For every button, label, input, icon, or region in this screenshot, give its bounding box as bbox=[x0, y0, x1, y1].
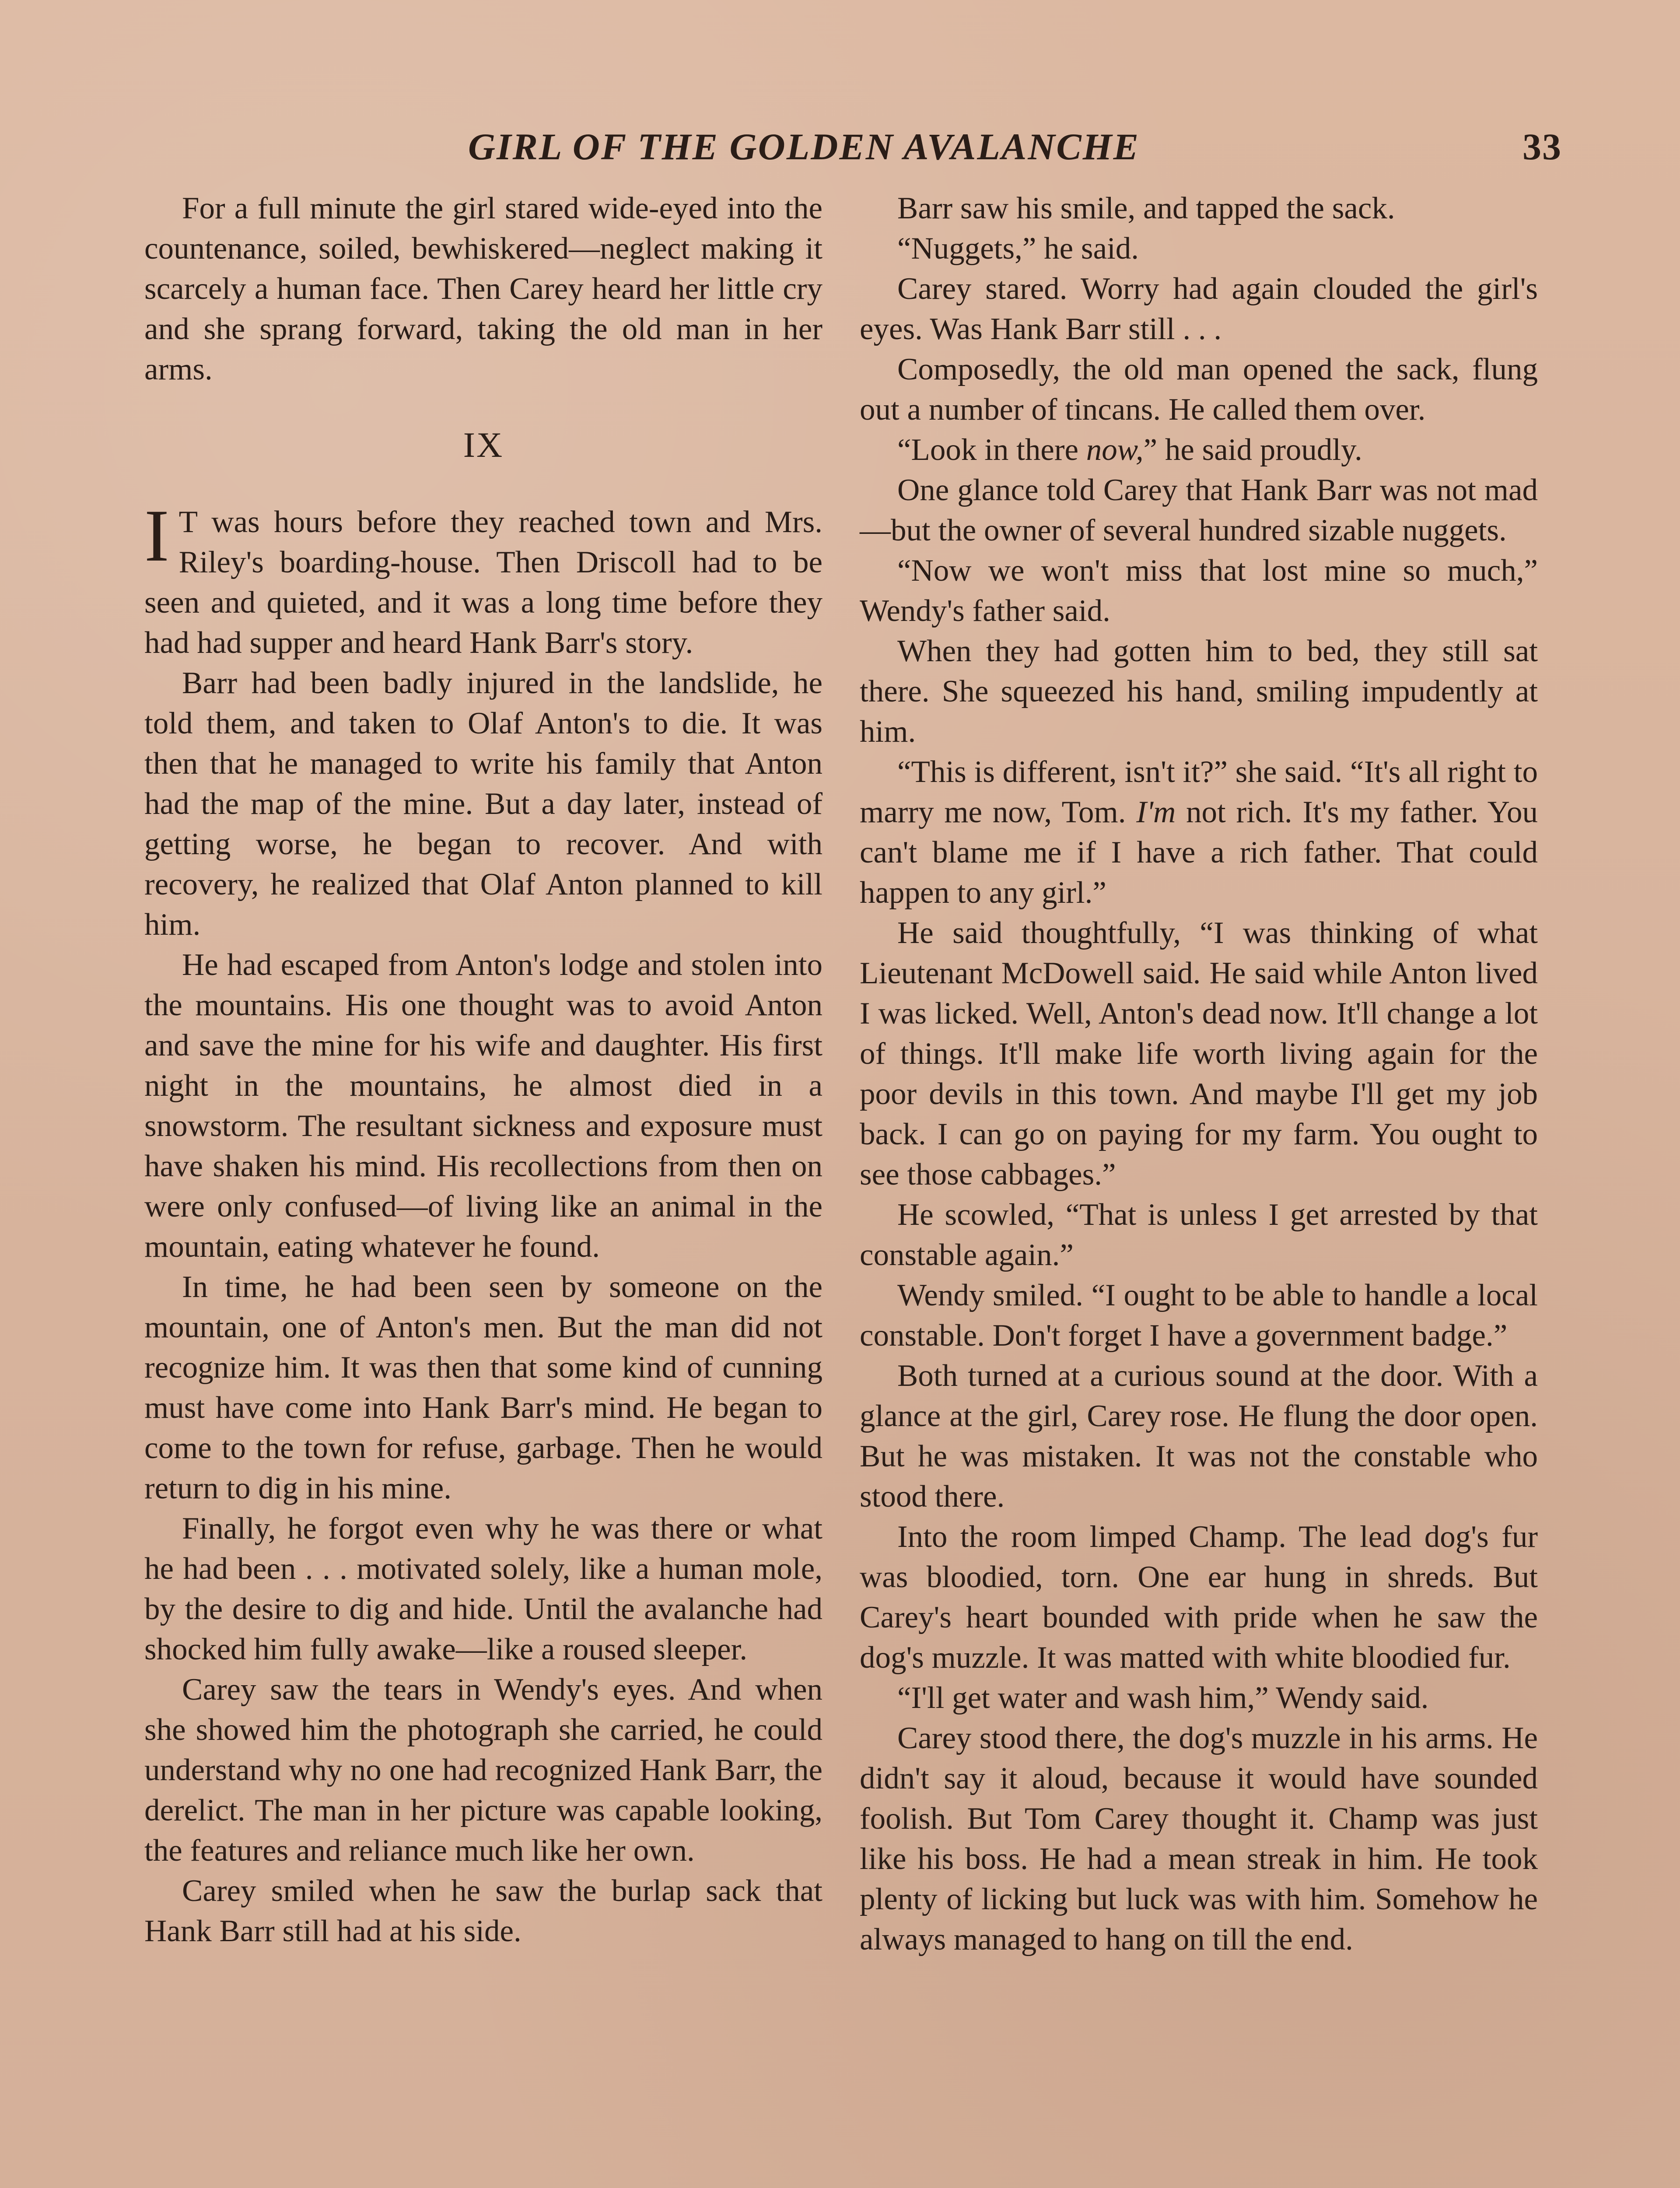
right-paragraph-11: He scowled, “That is unless I get arrested by that constable again.” bbox=[860, 1198, 1538, 1272]
right-paragraph-3: Carey stared. Worry had again clouded the girl's eyes. Was Hank Barr still . . . bbox=[860, 272, 1538, 346]
right-paragraph-5-part-2: ” he said proudly. bbox=[1143, 433, 1362, 467]
right-paragraph-6: One glance told Carey that Hank Barr was not mad—but the owner of several hundred sizable nuggets. bbox=[860, 473, 1538, 547]
left-paragraph-1: For a full minute the girl stared wide-eyed into the countenance, soiled, bewhiskered—neglect making it scarcely a human face. Then Carey heard her little cry and she sprang forward, taking the old man in her arms. bbox=[144, 191, 822, 386]
right-paragraph-9-part-2: not rich. It's my father. You can't blame me if I have a rich father. That could happen to any girl.” bbox=[860, 795, 1538, 910]
right-paragraph-8: When they had gotten him to bed, they still sat there. She squeezed his hand, smiling impudently at him. bbox=[860, 634, 1538, 749]
left-paragraph-2 bbox=[144, 494, 822, 663]
running-title: GIRL OF THE GOLDEN AVALANCHE bbox=[468, 126, 1140, 168]
left-paragraph-4: He had escaped from Anton's lodge and stolen into the mountains. His one thought was to avoid Anton and save the mine for his wife and daughter. His first night in the mountains, he almost died in a snowstorm. The resultant sickness and exposure must have shaken his mind. His recollections from then on were only confused—of living like an animal in the mountain, eating whatever he found. bbox=[144, 948, 822, 1264]
left-paragraph-5: In time, he had been seen by someone on the mountain, one of Anton's men. But the man did not recognize him. It was then that some kind of cunning must have come into Hank Barr's mind. He began to come to the town for refuse, garbage. Then he would return to dig in his mine. bbox=[144, 1270, 822, 1505]
right-paragraph-13: Both turned at a curious sound at the door. With a glance at the girl, Carey rose. He flung the door open. But he was mistaken. It was not the constable who stood there. bbox=[860, 1359, 1538, 1514]
right-paragraph-10: He said thoughtfully, “I was thinking of what Lieutenant McDowell said. He said while Anton lived I was licked. Well, Anton's dead now. It'll change a lot of things. It'll make life worth living again for the poor devils in this town. And maybe I'll get my job back. I can go on paying for my farm. You ought to see those cabbages.” bbox=[860, 916, 1538, 1192]
right-paragraph-5 bbox=[860, 430, 1538, 470]
right-paragraph-9 bbox=[860, 752, 1538, 913]
right-paragraph-16: Carey stood there, the dog's muzzle in his arms. He didn't say it aloud, because it would have sounded foolish. But Tom Carey thought it. Champ was just like his boss. He had a mean streak in him. He took plenty of licking but luck was with him. Somehow he always managed to hang on till the end. bbox=[860, 1721, 1538, 1957]
right-paragraph-1: Barr saw his smile, and tapped the sack. bbox=[897, 191, 1395, 225]
section-heading: IX bbox=[463, 425, 504, 465]
left-paragraph-6: Finally, he forgot even why he was there or what he had been . . . motivated solely, like a human mole, by the desire to dig and hide. Until the avalanche had shocked him fully awake—like a roused sleeper. bbox=[144, 1511, 822, 1666]
right-paragraph-14: Into the room limped Champ. The lead dog's fur was bloodied, torn. One ear hung in shreds. But Carey's heart bounded with pride when he saw the dog's muzzle. It was matted with white bloodied fur. bbox=[860, 1520, 1538, 1675]
left-paragraph-8: Carey smiled when he saw the burlap sack that Hank Barr still had at his side. bbox=[144, 1874, 822, 1948]
left-paragraph-7: Carey saw the tears in Wendy's eyes. And when she showed him the photograph she carried, he could understand why no one had recognized Hank Barr, the derelict. The man in her picture was capable looking, the features and reliance much like her own. bbox=[144, 1673, 822, 1868]
right-paragraph-12: Wendy smiled. “I ought to be able to handle a local constable. Don't forget I have a government badge.” bbox=[860, 1278, 1538, 1353]
right-paragraph-2: “Nuggets,” he said. bbox=[897, 231, 1139, 266]
emphasis-now: now, bbox=[1086, 433, 1144, 467]
left-paragraph-2-text: T was hours before they reached town and Mrs. Riley's boarding-house. Then Driscoll had to be seen and quieted, and it was a long time before they had had supper and heard Hank Barr's story. bbox=[144, 505, 822, 660]
page-header bbox=[144, 125, 1562, 186]
right-paragraph-15: “I'll get water and wash him,” Wendy said. bbox=[897, 1681, 1429, 1715]
page-number: 33 bbox=[1522, 126, 1562, 168]
emphasis-im: I'm bbox=[1136, 795, 1176, 829]
left-column bbox=[144, 188, 822, 1951]
right-paragraph-5-part-1: “Look in there bbox=[897, 433, 1086, 467]
drop-cap: I bbox=[144, 494, 169, 577]
right-column bbox=[860, 188, 1538, 1960]
right-paragraph-9-part-1: “This is different, isn't it?” she said. “It's all right to marry me now, Tom. bbox=[860, 755, 1538, 829]
left-paragraph-3: Barr had been badly injured in the landslide, he told them, and taken to Olaf Anton's to die. It was then that he managed to write his family that Anton had the map of the mine. But a day later, instead of getting worse, he began to recover. And with recovery, he realized that Olaf Anton planned to kill him. bbox=[144, 666, 822, 942]
right-paragraph-4: Composedly, the old man opened the sack, flung out a number of tincans. He called them over. bbox=[860, 352, 1538, 427]
right-paragraph-7: “Now we won't miss that lost mine so much,” Wendy's father said. bbox=[860, 554, 1538, 628]
